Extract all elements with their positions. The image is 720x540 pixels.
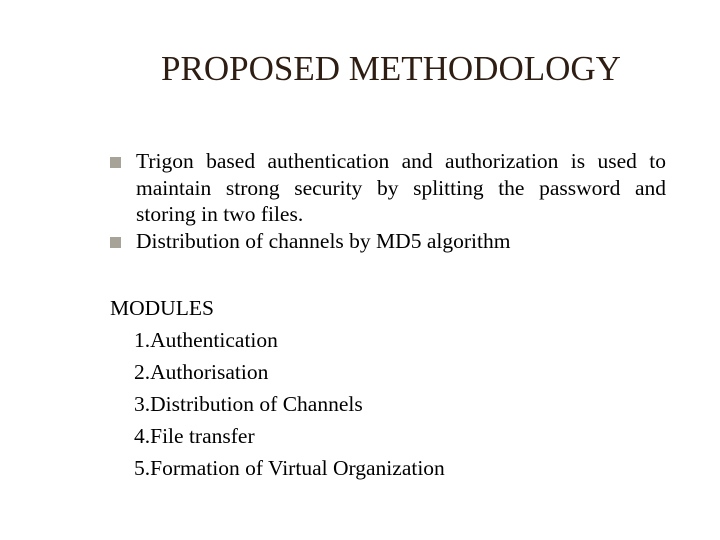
module-item: 1.Authentication [134,328,278,352]
slide-title: PROPOSED METHODOLOGY [161,49,621,88]
bullet-text: Distribution of channels by MD5 algorithm [136,228,511,253]
module-item: 5.Formation of Virtual Organization [134,456,445,480]
bullet-list [110,148,666,254]
square-bullet-icon [110,237,121,248]
square-bullet-icon [110,157,121,168]
module-list [110,324,670,484]
module-item: 2.Authorisation [134,360,269,384]
bullet-item [110,228,666,255]
module-item: 4.File transfer [134,424,255,448]
module-item: 3.Distribution of Channels [134,392,363,416]
modules-heading: MODULES [110,296,214,320]
bullet-item [110,148,666,228]
modules-section [110,292,670,484]
bullet-text: Trigon based authentication and authorization is used to maintain strong security by splitting the password and storing in two files. [136,149,666,226]
